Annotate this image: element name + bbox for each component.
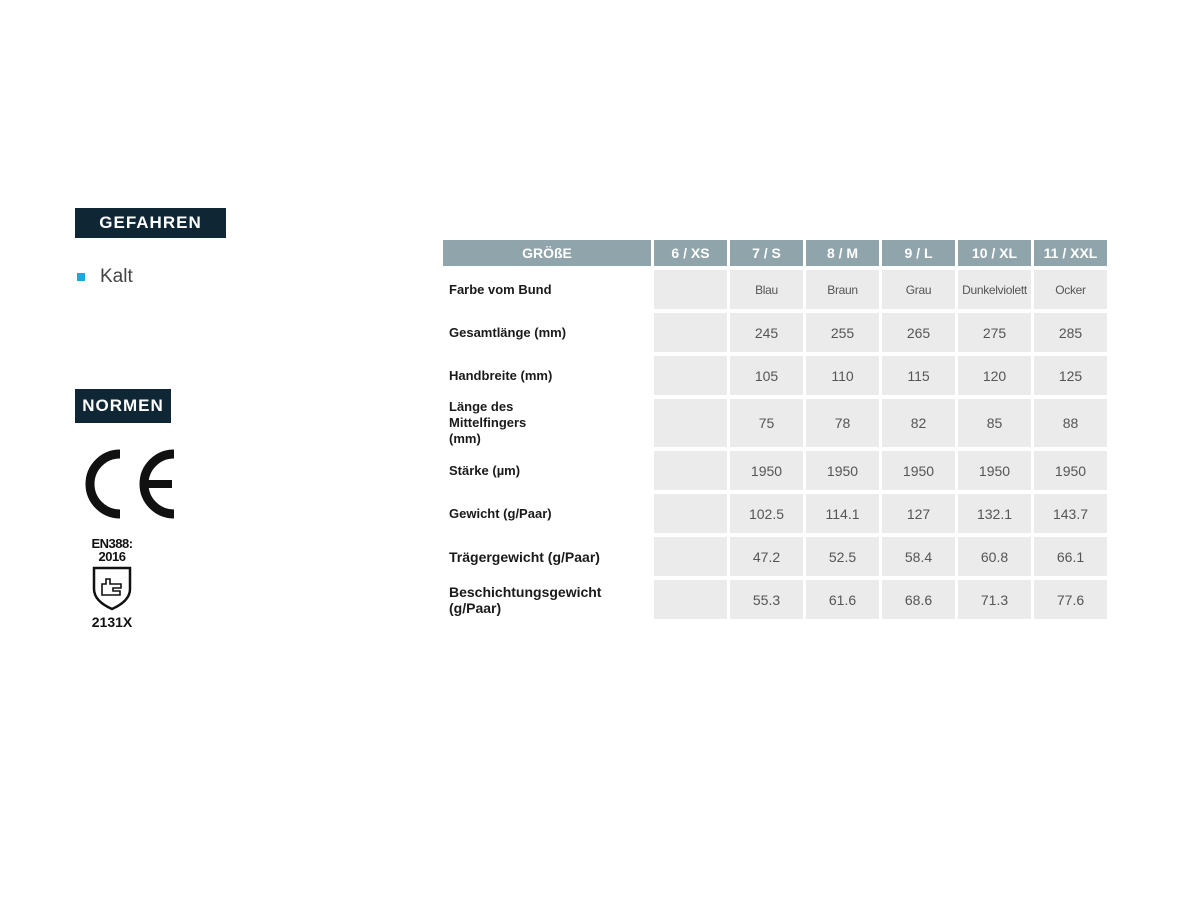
table-cell: 68.6 (882, 580, 955, 619)
size-header-cell: 10 / XL (958, 240, 1031, 266)
en-standard-line2: 2016 (98, 549, 126, 564)
hazard-item-label: Kalt (100, 266, 133, 287)
glove-shield-icon (91, 565, 133, 611)
table-cell: Ocker (1034, 270, 1107, 309)
table-cell: 285 (1034, 313, 1107, 352)
size-header-cell: 7 / S (730, 240, 803, 266)
table-cell: 71.3 (958, 580, 1031, 619)
table-cell: Grau (882, 270, 955, 309)
table-cell: 120 (958, 356, 1031, 395)
row-label: Handbreite (mm) (443, 356, 651, 395)
table-cell: 125 (1034, 356, 1107, 395)
table-cell: 58.4 (882, 537, 955, 576)
size-header-cell: 6 / XS (654, 240, 727, 266)
size-spec-table (440, 236, 1110, 623)
table-cell: 105 (730, 356, 803, 395)
table-row (443, 356, 1107, 395)
table-cell: 115 (882, 356, 955, 395)
table-header-row (443, 240, 1107, 266)
table-cell: 85 (958, 399, 1031, 447)
table-cell: 61.6 (806, 580, 879, 619)
table-cell: 1950 (1034, 451, 1107, 490)
size-header-cell: 9 / L (882, 240, 955, 266)
table-cell (654, 399, 727, 447)
table-cell: 77.6 (1034, 580, 1107, 619)
table-cell (654, 494, 727, 533)
table-row (443, 494, 1107, 533)
size-header-cell: 8 / M (806, 240, 879, 266)
table-cell (654, 451, 727, 490)
table-row (443, 580, 1107, 619)
hazard-item (77, 266, 133, 288)
row-label: Gesamtlänge (mm) (443, 313, 651, 352)
table-cell: 127 (882, 494, 955, 533)
standards-heading: NORMEN (75, 389, 171, 423)
row-label: Trägergewicht (g/Paar) (443, 537, 651, 576)
table-cell: 52.5 (806, 537, 879, 576)
table-row (443, 537, 1107, 576)
row-label: Gewicht (g/Paar) (443, 494, 651, 533)
table-cell: 78 (806, 399, 879, 447)
row-label: Stärke (µm) (443, 451, 651, 490)
en388-block (84, 537, 140, 630)
table-cell: Braun (806, 270, 879, 309)
table-cell (654, 270, 727, 309)
table-cell: 88 (1034, 399, 1107, 447)
size-header-cell: 11 / XXL (1034, 240, 1107, 266)
table-cell (654, 356, 727, 395)
table-cell: Blau (730, 270, 803, 309)
size-header: GRÖßE (443, 240, 651, 266)
bullet-square-icon (77, 273, 85, 281)
en-standard-line1: EN388: (91, 536, 133, 551)
table-row (443, 313, 1107, 352)
table-cell: 275 (958, 313, 1031, 352)
table-cell: 255 (806, 313, 879, 352)
table-cell: 82 (882, 399, 955, 447)
ce-mark-icon (80, 448, 180, 520)
table-cell: 55.3 (730, 580, 803, 619)
table-row (443, 451, 1107, 490)
table-cell: 114.1 (806, 494, 879, 533)
table-row (443, 399, 1107, 447)
table-cell (654, 537, 727, 576)
table-cell: 132.1 (958, 494, 1031, 533)
row-label: Beschichtungsgewicht (g/Paar) (443, 580, 651, 619)
table-cell (654, 580, 727, 619)
table-cell: Dunkelviolett (958, 270, 1031, 309)
table-cell: 102.5 (730, 494, 803, 533)
table-cell: 66.1 (1034, 537, 1107, 576)
table-cell: 1950 (882, 451, 955, 490)
table-cell: 143.7 (1034, 494, 1107, 533)
table-cell: 60.8 (958, 537, 1031, 576)
row-label: Farbe vom Bund (443, 270, 651, 309)
hazards-heading: GEFAHREN (75, 208, 226, 238)
table-cell: 1950 (806, 451, 879, 490)
row-label: Länge des Mittelfingers (mm) (443, 399, 651, 447)
table-cell: 1950 (958, 451, 1031, 490)
table-cell: 1950 (730, 451, 803, 490)
table-cell: 47.2 (730, 537, 803, 576)
table-cell: 265 (882, 313, 955, 352)
table-cell: 75 (730, 399, 803, 447)
table-cell: 245 (730, 313, 803, 352)
table-cell: 110 (806, 356, 879, 395)
en-code: 2131X (91, 614, 133, 630)
table-row (443, 270, 1107, 309)
table-cell (654, 313, 727, 352)
